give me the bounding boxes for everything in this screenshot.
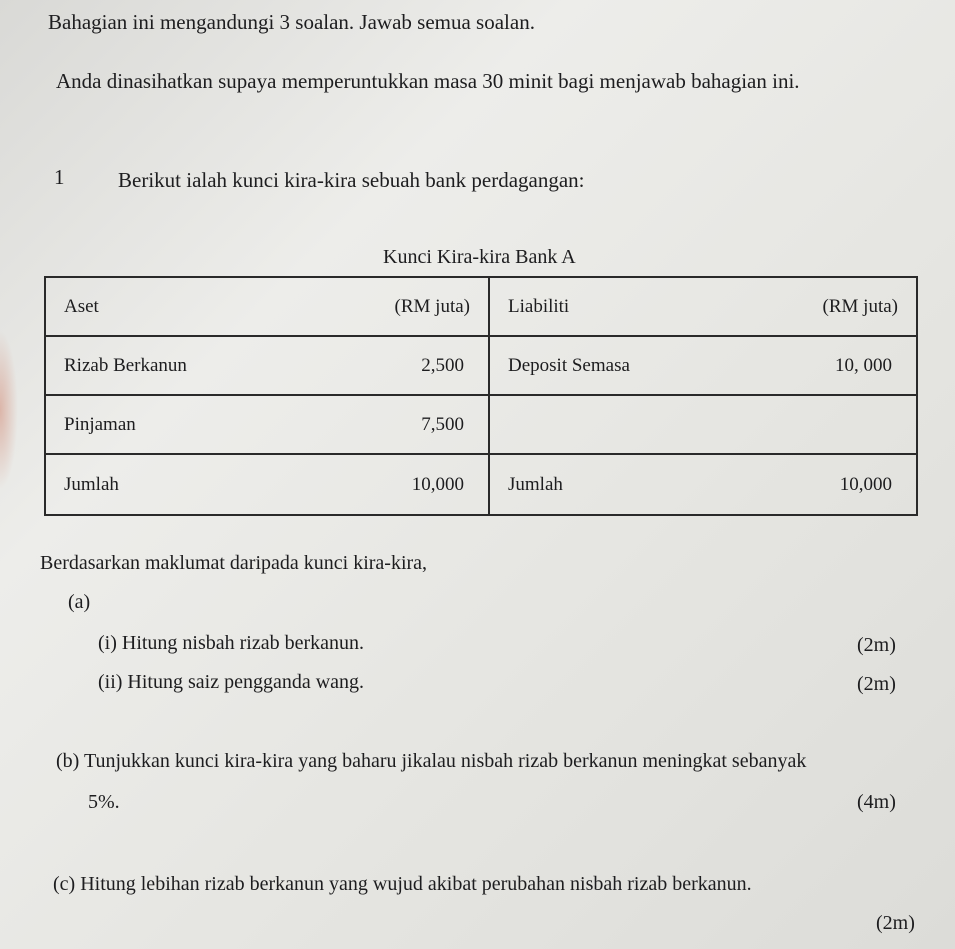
page-shadow — [0, 330, 18, 490]
part-c-text: (c) Hitung lebihan rizab berkanun yang wujud akibat perubahan nisbah rizab berkanun. — [53, 873, 752, 895]
part-b-text-cont: 5%. — [88, 791, 120, 813]
part-a-ii-text: (ii) Hitung saiz pengganda wang. — [98, 671, 365, 693]
header-asset-unit: (RM juta) — [394, 295, 470, 317]
table-row — [490, 337, 916, 396]
part-b-text: (b) Tunjukkan kunci kira-kira yang baharu jikalau nisbah rizab berkanun meningkat sebanyak — [56, 750, 807, 772]
part-a-i-text: (i) Hitung nisbah rizab berkanun. — [98, 632, 365, 654]
asset-label: Rizab Berkanun — [64, 354, 187, 376]
liability-value: 10,000 — [839, 473, 892, 495]
table-caption: Kunci Kira-kira Bank A — [383, 246, 576, 268]
question-number: 1 — [54, 165, 65, 189]
asset-value: 7,500 — [421, 413, 464, 435]
header-asset-cell — [46, 278, 490, 337]
question-text: Berikut ialah kunci kira-kira sebuah bank perdagangan: — [118, 168, 585, 192]
intro-line-1: Bahagian ini mengandungi 3 soalan. Jawab semua soalan. — [48, 10, 535, 34]
liability-label: Jumlah — [508, 473, 563, 495]
table-row — [490, 455, 916, 514]
asset-label: Pinjaman — [64, 413, 136, 435]
intro-line-2: Anda dinasihatkan supaya memperuntukkan masa 30 minit bagi menjawab bahagian ini. — [56, 69, 800, 93]
table-row — [46, 455, 490, 514]
header-liability: Liabiliti — [508, 295, 570, 317]
asset-label: Jumlah — [64, 473, 119, 495]
asset-value: 10,000 — [411, 473, 464, 495]
part-c-marks: (2m) — [876, 912, 915, 934]
table-row — [46, 337, 490, 396]
header-liability-unit: (RM juta) — [822, 295, 898, 317]
table-row — [46, 396, 490, 455]
part-a-i-marks: (2m) — [857, 634, 896, 656]
part-a-ii-marks: (2m) — [857, 673, 896, 695]
asset-value: 2,500 — [421, 354, 464, 376]
liability-label: Deposit Semasa — [508, 354, 630, 376]
header-liability-cell — [490, 278, 916, 337]
part-a-label: (a) — [68, 591, 91, 613]
table-row — [490, 396, 916, 455]
part-b-marks: (4m) — [857, 791, 896, 813]
header-asset: Aset — [64, 295, 99, 317]
balance-sheet-table — [44, 276, 918, 516]
instruction-text: Berdasarkan maklumat daripada kunci kira-kira, — [40, 552, 428, 574]
liability-value: 10, 000 — [835, 354, 892, 376]
